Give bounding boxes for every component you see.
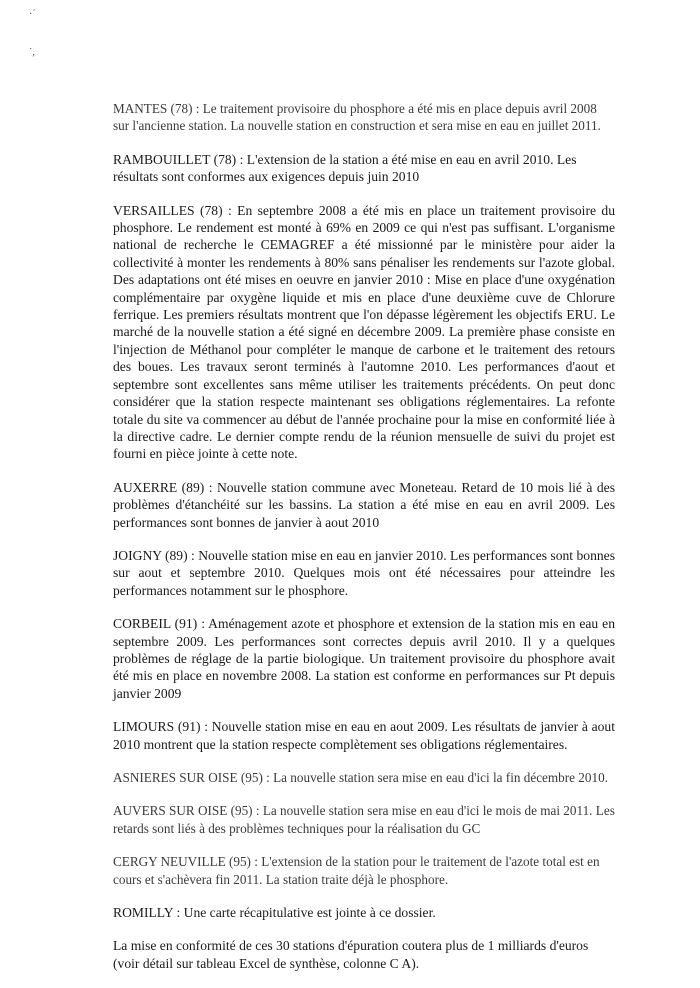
paragraph-cergy: CERGY NEUVILLE (95) : L'extension de la station pour le traitement de l'azote total est en cours et s'achèvera fin 2011. La station traite déjà le phosphore.	[113, 854, 600, 887]
paragraph-auvers: AUVERS SUR OISE (95) : La nouvelle station sera mise en eau d'ici le mois de mai 2011. Les retards sont liés à des problèmes techniques pour la réalisation du GC	[113, 803, 615, 836]
paragraph-auxerre: AUXERRE (89) : Nouvelle station commune avec Moneteau. Retard de 10 mois lié à des problèmes d'étanchéité sur les bassins. La station a été mise en eau en avril 2009. Les performances sont bonnes de janvier à aout 2010	[113, 479, 615, 530]
paragraph-corbeil: CORBEIL (91) : Aménagement azote et phosphore et extension de la station mis en eau en septembre 2009. Les performances sont correctes depuis avril 2010. Il y a quelques problèmes de réglage de la partie biologique. Un traitement provisoire du phosphore avait été mis en place en novembre 2008. La station est conforme en performances sur Pt depuis janvier 2009	[113, 616, 615, 701]
paragraph-asnieres: ASNIERES SUR OISE (95) : La nouvelle station sera mise en eau d'ici la fin décembre 2010.	[113, 770, 608, 785]
paragraph-mantes: MANTES (78) : Le traitement provisoire du phosphore a été mis en place depuis avril 2008 sur l'ancienne station. La nouvelle station en construction et sera mise en eau en juillet 2011.	[113, 101, 601, 134]
paragraph-romilly: ROMILLY : Une carte récapitulative est jointe à ce dossier.	[113, 905, 436, 921]
paragraph-joigny: JOIGNY (89) : Nouvelle station mise en eau en janvier 2010. Les performances sont bonnes sur aout et septembre 2010. Quelques mois ont été nécessaires pour atteindre les performances notamment sur le phosphore.	[113, 547, 615, 598]
scan-mark-top: ·´	[29, 9, 36, 20]
paragraph-rambouillet: RAMBOUILLET (78) : L'extension de la station a été mise en eau en avril 2010. Les résultats sont conformes aux exigences depuis juin 2010	[113, 151, 577, 185]
document-body	[113, 100, 615, 988]
scan-mark-bottom: ˙,	[29, 47, 35, 58]
paragraph-versailles: VERSAILLES (78) : En septembre 2008 a été mis en place un traitement provisoire du phosphore. Le rendement est monté à 69% en 2009 ce qui n'est pas suffisant. L'organisme national de recherche le CEMAGREF a été missionné par le ministère pour aider la collectivité à monter les rendements à 80% sans pénaliser les rendements sur l'azote global. Des adaptations ont été mises en oeuvre en janvier 2010 : Mise en place d'une oxygénation complémentaire par oxygène liquide et mis en place d'une deuxième cuve de Chlorure ferrique. Les premiers résultats montrent que l'on dépasse légèrement les objectifs ERU. Le marché de la nouvelle station a été signé en décembre 2009. La première phase consiste en l'injection de Méthanol pour compléter le manque de carbone et le traitement des retours des boues. Les travaux seront terminés à l'automne 2010. Les performances d'aout et septembre sont excellentes sans même utiliser les traitements précédents. On peut donc considérer que la station respecte maintenant ses obligations réglementaires. La refonte totale du site va commencer au début de l'année prochaine pour la mise en conformité liée à la directive cadre. Le dernier compte rendu de la réunion mensuelle de suivi du projet est fourni en pièce jointe à cette note.	[113, 202, 615, 462]
paragraph-limours: LIMOURS (91) : Nouvelle station mise en eau en aout 2009. Les résultats de janvier à aout 2010 montrent que la station respecte complètement ses obligations réglementaires.	[113, 719, 615, 752]
paragraph-conclusion: La mise en conformité de ces 30 stations d'épuration coutera plus de 1 milliards d'euros (voir détail sur tableau Excel de synthèse, colonne C A).	[113, 938, 589, 971]
